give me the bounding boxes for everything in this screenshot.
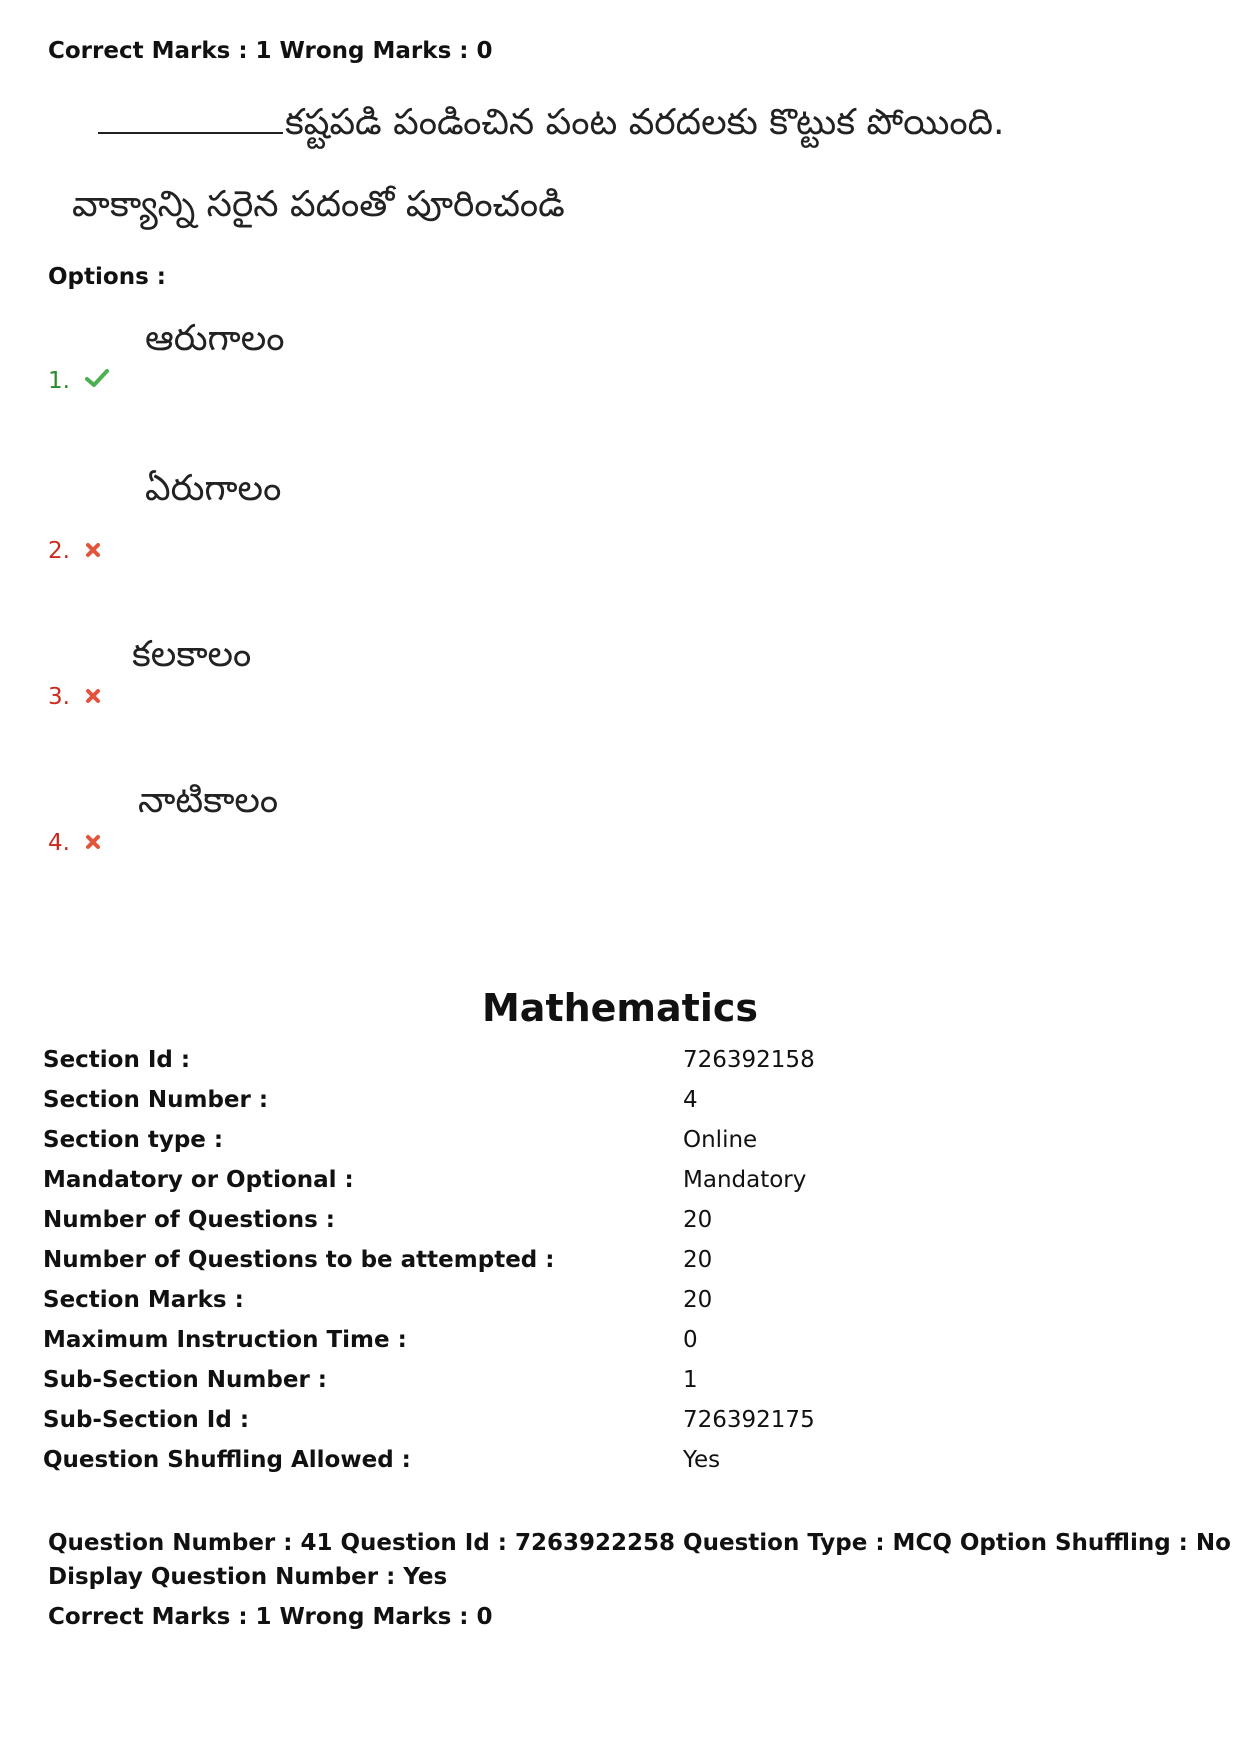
question-sentence xyxy=(98,102,1005,152)
info-value: 726392158 xyxy=(683,1047,815,1073)
next-question-marks: Correct Marks : 1 Wrong Marks : 0 xyxy=(48,1604,493,1630)
info-row xyxy=(43,1200,1203,1240)
info-value: 0 xyxy=(683,1327,698,1353)
option-2-marker xyxy=(48,538,101,564)
section-info-table xyxy=(43,1040,1203,1480)
cross-icon xyxy=(85,684,101,710)
info-row xyxy=(43,1400,1203,1440)
next-question-meta xyxy=(48,1526,1231,1634)
info-row xyxy=(43,1040,1203,1080)
info-row xyxy=(43,1120,1203,1160)
info-row xyxy=(43,1080,1203,1120)
info-row xyxy=(43,1160,1203,1200)
option-3-text: కలకాలం xyxy=(132,634,252,675)
option-1-marker xyxy=(48,368,109,394)
display-question-number: Display Question Number : Yes xyxy=(48,1564,448,1590)
info-row xyxy=(43,1440,1203,1480)
info-key: Maximum Instruction Time : xyxy=(43,1327,407,1353)
info-row xyxy=(43,1280,1203,1320)
check-icon xyxy=(85,368,109,394)
info-key: Section Marks : xyxy=(43,1287,244,1313)
section-title: Mathematics xyxy=(481,986,759,1030)
option-4-number: 4. xyxy=(48,830,70,856)
question-meta-line: Question Number : 41 Question Id : 7263922258 Question Type : MCQ Option Shuffling : No xyxy=(48,1530,1231,1556)
info-key: Section type : xyxy=(43,1127,224,1153)
info-key: Question Shuffling Allowed : xyxy=(43,1447,411,1473)
answer-blank xyxy=(98,132,283,134)
info-value: 20 xyxy=(683,1287,713,1313)
option-4-marker xyxy=(48,830,101,856)
cross-icon xyxy=(85,538,101,564)
info-key: Number of Questions to be attempted : xyxy=(43,1247,555,1273)
info-value: Mandatory xyxy=(683,1167,807,1193)
info-value: Yes xyxy=(683,1447,721,1473)
info-key: Number of Questions : xyxy=(43,1207,335,1233)
info-row xyxy=(43,1320,1203,1360)
option-2-number: 2. xyxy=(48,538,70,564)
info-value: 20 xyxy=(683,1247,713,1273)
info-key: Sub-Section Number : xyxy=(43,1367,328,1393)
info-key: Section Number : xyxy=(43,1087,269,1113)
option-2-text: ఏరుగాలం xyxy=(145,468,282,509)
options-label: Options : xyxy=(48,264,166,290)
info-value: 1 xyxy=(683,1367,698,1393)
option-1-number: 1. xyxy=(48,368,70,394)
info-key: Section Id : xyxy=(43,1047,191,1073)
option-3-number: 3. xyxy=(48,684,70,710)
info-row xyxy=(43,1240,1203,1280)
cross-icon xyxy=(85,830,101,856)
option-4-text: నాటికాలం xyxy=(138,780,279,821)
question-marks: Correct Marks : 1 Wrong Marks : 0 xyxy=(48,38,493,64)
info-value: Online xyxy=(683,1127,758,1153)
info-row xyxy=(43,1360,1203,1400)
question-sentence-text: కష్టపడి పండించిన పంట వరదలకు కొట్టుక పోయింది. xyxy=(285,102,1005,143)
info-value: 4 xyxy=(683,1087,698,1113)
info-key: Sub-Section Id : xyxy=(43,1407,250,1433)
option-1-text: ఆరుగాలం xyxy=(145,318,285,359)
info-value: 20 xyxy=(683,1207,713,1233)
info-key: Mandatory or Optional : xyxy=(43,1167,354,1193)
option-3-marker xyxy=(48,684,101,710)
question-instruction: వాక్యాన్ని సరైన పదంతో పూరించండి xyxy=(72,184,565,225)
info-value: 726392175 xyxy=(683,1407,815,1433)
